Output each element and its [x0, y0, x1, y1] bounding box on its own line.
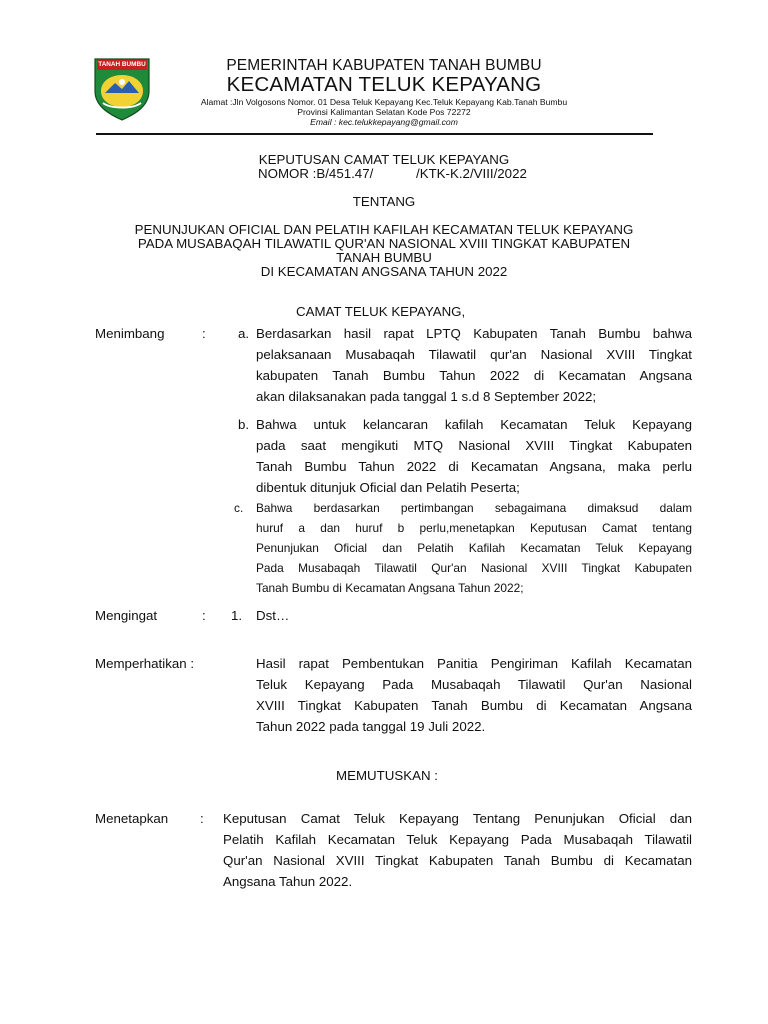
item-a-line: Berdasarkan hasil rapat LPTQ Kabupaten Tanah Bumbu bahwa — [256, 326, 692, 341]
item-marker-c: c. — [234, 501, 244, 515]
menetapkan-colon: : — [200, 811, 204, 826]
item-b-line: dibentuk ditunjuk Oficial dan Pelatih Peserta; — [256, 480, 520, 495]
item-marker-a: a. — [238, 326, 250, 341]
subject-line: PENUNJUKAN OFICIAL DAN PELATIH KAFILAH KECAMATAN TELUK KEPAYANG — [134, 222, 634, 237]
menetapkan-line: Keputusan Camat Teluk Kepayang Tentang Penunjukan Oficial dan — [223, 811, 692, 826]
menetapkan-line: Angsana Tahun 2022. — [223, 874, 353, 889]
government-name: PEMERINTAH KABUPATEN TANAH BUMBU — [226, 57, 542, 74]
memperhatikan-label: Memperhatikan : — [95, 656, 195, 671]
item-c-line: Bahwa berdasarkan pertimbangan sebagaimana dimaksud dalam — [256, 501, 692, 515]
memutuskan-heading: MEMUTUSKAN : — [336, 768, 438, 783]
item-a-line: kabupaten Tanah Bumbu Tahun 2022 di Kecamatan Angsana — [256, 368, 692, 383]
decree-number-right: /KTK-K.2/VIII/2022 — [416, 166, 527, 181]
item-c-line: Pada Musabaqah Tilawatil Qur'an Nasional XVIII Tingkat Kabupaten — [256, 561, 692, 575]
about-heading: TENTANG — [352, 194, 416, 209]
menetapkan-label: Menetapkan — [95, 811, 169, 826]
menetapkan-line: Qur'an Nasional XVIII Tingkat Kabupaten Tanah Bumbu di Kecamatan — [223, 853, 692, 868]
logo-label: TANAH BUMBU — [98, 61, 146, 68]
office-name: KECAMATAN TELUK KEPAYANG — [226, 73, 542, 96]
subject-line: PADA MUSABAQAH TILAWATIL QUR'AN NASIONAL XVIII TINGKAT KABUPATEN — [137, 236, 631, 251]
mengingat-colon: : — [202, 608, 206, 623]
issuer-heading: CAMAT TELUK KEPAYANG, — [296, 304, 466, 319]
item-a-line: pelaksanaan Musabaqah Tilawatil qur'an Nasional XVIII Tingkat — [256, 347, 692, 362]
memperhatikan-line: Teluk Kepayang Pada Musabaqah Tilawatil Qur'an Nasional — [256, 677, 692, 692]
address-province-line: Provinsi Kalimantan Selatan Kode Pos 72272 — [297, 107, 471, 117]
item-c-line: Tanah Bumbu di Kecamatan Angsana Tahun 2022; — [256, 581, 524, 595]
decree-title: KEPUTUSAN CAMAT TELUK KEPAYANG — [258, 152, 510, 167]
memperhatikan-line: Hasil rapat Pembentukan Panitia Pengiriman Kafilah Kecamatan — [256, 656, 692, 671]
decree-number-left: NOMOR :B/451.47/ — [258, 166, 374, 181]
email-line: Email : kec.telukkepayang@gmail.com — [310, 117, 458, 127]
item-c-line: Penunjukan Oficial dan Pelatih Kafilah Kecamatan Teluk Kepayang — [256, 541, 692, 555]
menimbang-colon: : — [202, 326, 206, 341]
mengingat-text: Dst… — [256, 608, 290, 623]
memperhatikan-line: Tahun 2022 pada tanggal 19 Juli 2022. — [256, 719, 486, 734]
subject-line: DI KECAMATAN ANGSANA TAHUN 2022 — [260, 264, 508, 279]
address-line: Alamat :Jln Volgosons Nomor. 01 Desa Teluk Kepayang Kec.Teluk Kepayang Kab.Tanah Bumbu — [200, 97, 568, 107]
subject-line: TANAH BUMBU — [336, 250, 432, 265]
item-marker-b: b. — [238, 417, 250, 432]
menetapkan-line: Pelatih Kafilah Kecamatan Teluk Kepayang Pada Musabaqah Tilawatil — [223, 832, 692, 847]
mengingat-marker: 1. — [231, 608, 243, 623]
memperhatikan-line: XVIII Tingkat Kabupaten Tanah Bumbu di Kecamatan Angsana — [256, 698, 692, 713]
menimbang-label: Menimbang — [95, 326, 165, 341]
item-b-line: pada saat mengikuti MTQ Nasional XVIII Tingkat Kabupaten — [256, 438, 692, 453]
letterhead-divider — [96, 133, 653, 135]
item-c-line: huruf a dan huruf b perlu,menetapkan Keputusan Camat tentang — [256, 521, 692, 535]
mengingat-label: Mengingat — [95, 608, 158, 623]
item-b-line: Tanah Bumbu Tahun 2022 di Kecamatan Angsana, maka perlu — [256, 459, 692, 474]
item-b-line: Bahwa untuk kelancaran kafilah Kecamatan Teluk Kepayang — [256, 417, 692, 432]
item-a-line: akan dilaksanakan pada tanggal 1 s.d 8 September 2022; — [256, 389, 597, 404]
